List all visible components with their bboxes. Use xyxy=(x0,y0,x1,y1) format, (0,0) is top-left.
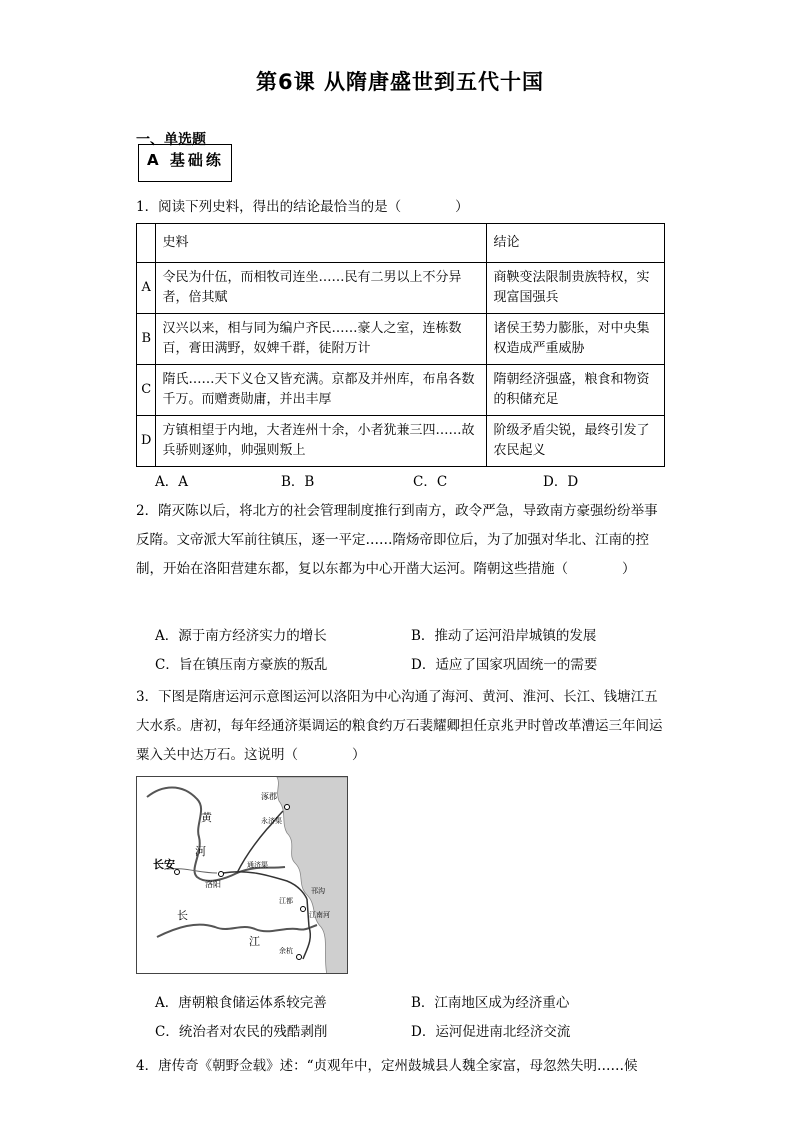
tongji-canal xyxy=(223,872,307,899)
option-b[interactable]: B．推动了运河沿岸城镇的发展 xyxy=(411,628,597,644)
map-label-zhuojun: 涿郡 xyxy=(261,792,277,801)
question-3-stem: 3．下图是隋唐运河示意图运河以洛阳为中心沟通了海河、黄河、淮河、长江、钱塘江五大水系。唐初，每年经通济渠调运的粮食约万石裴耀卿担任京兆尹时曾改革漕运三年间运粟入关中达万石。这说明（ ） xyxy=(136,689,663,763)
map-label-jiangdu: 江都 xyxy=(279,897,293,905)
canal-map-drawing xyxy=(137,777,348,974)
map-label-jiang: 江 xyxy=(249,935,260,948)
changan-marker xyxy=(175,870,180,875)
yangtze-river xyxy=(157,925,317,937)
row-label: C xyxy=(137,365,156,416)
level-badge xyxy=(138,144,232,182)
canal-map xyxy=(136,776,348,974)
map-label-huang: 黄 xyxy=(201,811,212,824)
table-row xyxy=(137,416,665,467)
map-label-yongji: 永济渠 xyxy=(261,817,282,825)
question-2-options-row-1 xyxy=(155,624,675,648)
option-c[interactable]: C．旨在镇压南方豪族的叛乱 xyxy=(155,657,328,673)
row-source: 令民为什伍，而相牧司连坐……民有二男以上不分异者，倍其赋 xyxy=(156,263,487,314)
lesson-title: 第6课 从隋唐盛世到五代十国 xyxy=(256,70,544,94)
table-header-row xyxy=(137,224,665,263)
row-source: 方镇相望于内地，大者连州十余，小者犹兼三四……故兵骄则逐帅，帅强则叛上 xyxy=(156,416,487,467)
row-source: 汉兴以来，相与同为编户齐民……豪人之室，连栋数百，膏田满野，奴婢千群，徒附万计 xyxy=(156,314,487,365)
option-b[interactable]: B．江南地区成为经济重心 xyxy=(411,995,570,1011)
question-1-stem: 1．阅读下列史料，得出的结论最恰当的是（ ） xyxy=(136,199,469,215)
row-source: 隋氏……天下义仓又皆充满。京都及并州库，布帛各数千万。而赠赉勋庸，并出丰厚 xyxy=(156,365,487,416)
option-a[interactable]: A．A xyxy=(155,474,188,490)
jiangdu-marker xyxy=(301,907,306,912)
map-label-hangou: 邗沟 xyxy=(311,887,325,895)
option-c[interactable]: C．C xyxy=(413,474,448,490)
map-label-luoyang: 洛阳 xyxy=(205,880,221,889)
level-label: A 基础练 xyxy=(147,151,224,169)
question-1-options xyxy=(136,470,696,494)
table-header-cell: 结论 xyxy=(487,224,665,263)
row-conclusion: 阶级矛盾尖锐，最终引发了农民起义 xyxy=(487,416,665,467)
option-d[interactable]: D．D xyxy=(543,474,579,490)
row-label: B xyxy=(137,314,156,365)
yuhang-marker xyxy=(297,955,302,960)
row-conclusion: 商鞅变法限制贵族特权，实现富国强兵 xyxy=(487,263,665,314)
question-3-options-row-2 xyxy=(155,1020,675,1044)
section-heading: 一、单选题 xyxy=(136,132,206,148)
row-label: D xyxy=(137,416,156,467)
option-d[interactable]: D．适应了国家巩固统一的需要 xyxy=(411,657,598,673)
table-row xyxy=(137,314,665,365)
option-d[interactable]: D．运河促进南北经济交流 xyxy=(411,1024,571,1040)
row-conclusion: 诸侯王势力膨胀，对中央集权造成严重威胁 xyxy=(487,314,665,365)
map-label-changan: 长安 xyxy=(153,858,175,871)
table-header-cell xyxy=(137,224,156,263)
question-2-stem: 2．隋灭陈以后，将北方的社会管理制度推行到南方，政令严急，导致南方豪强纷纷举事反隋。文帝派大军前往镇压，逐一平定……隋炀帝即位后，为了加强对华北、江南的控制，开始在洛阳营建东都，复以东都为中心开凿大运河。隋朝这些措施（ ） xyxy=(136,503,658,577)
luoyang-marker xyxy=(219,872,224,877)
table-row xyxy=(137,263,665,314)
map-label-chang: 长 xyxy=(177,909,188,922)
jiangnan-canal xyxy=(303,927,310,959)
map-label-yuhang: 余杭 xyxy=(279,947,293,955)
row-label: A xyxy=(137,263,156,314)
row-conclusion: 隋朝经济强盛，粮食和物资的积储充足 xyxy=(487,365,665,416)
map-label-jiangnanhe: 江南河 xyxy=(309,911,330,919)
table-row xyxy=(137,365,665,416)
option-a[interactable]: A．源于南方经济实力的增长 xyxy=(155,628,327,644)
table-header-cell: 史料 xyxy=(156,224,487,263)
zhuojun-marker xyxy=(285,805,290,810)
option-c[interactable]: C．统治者对农民的残酷剥削 xyxy=(155,1024,328,1040)
question-4-stem: 4．唐传奇《朝野佥载》述：“贞观年中，定州鼓城县人魏全家富，母忽然失明……候 xyxy=(136,1058,638,1074)
question-3-options-row-1 xyxy=(155,991,675,1015)
map-label-he: 河 xyxy=(195,845,206,858)
question-1-table xyxy=(136,223,665,467)
option-a[interactable]: A．唐朝粮食储运体系较完善 xyxy=(155,995,327,1011)
map-label-tongji: 通济渠 xyxy=(247,861,268,869)
question-2-options-row-2 xyxy=(155,653,675,677)
option-b[interactable]: B．B xyxy=(281,474,315,490)
